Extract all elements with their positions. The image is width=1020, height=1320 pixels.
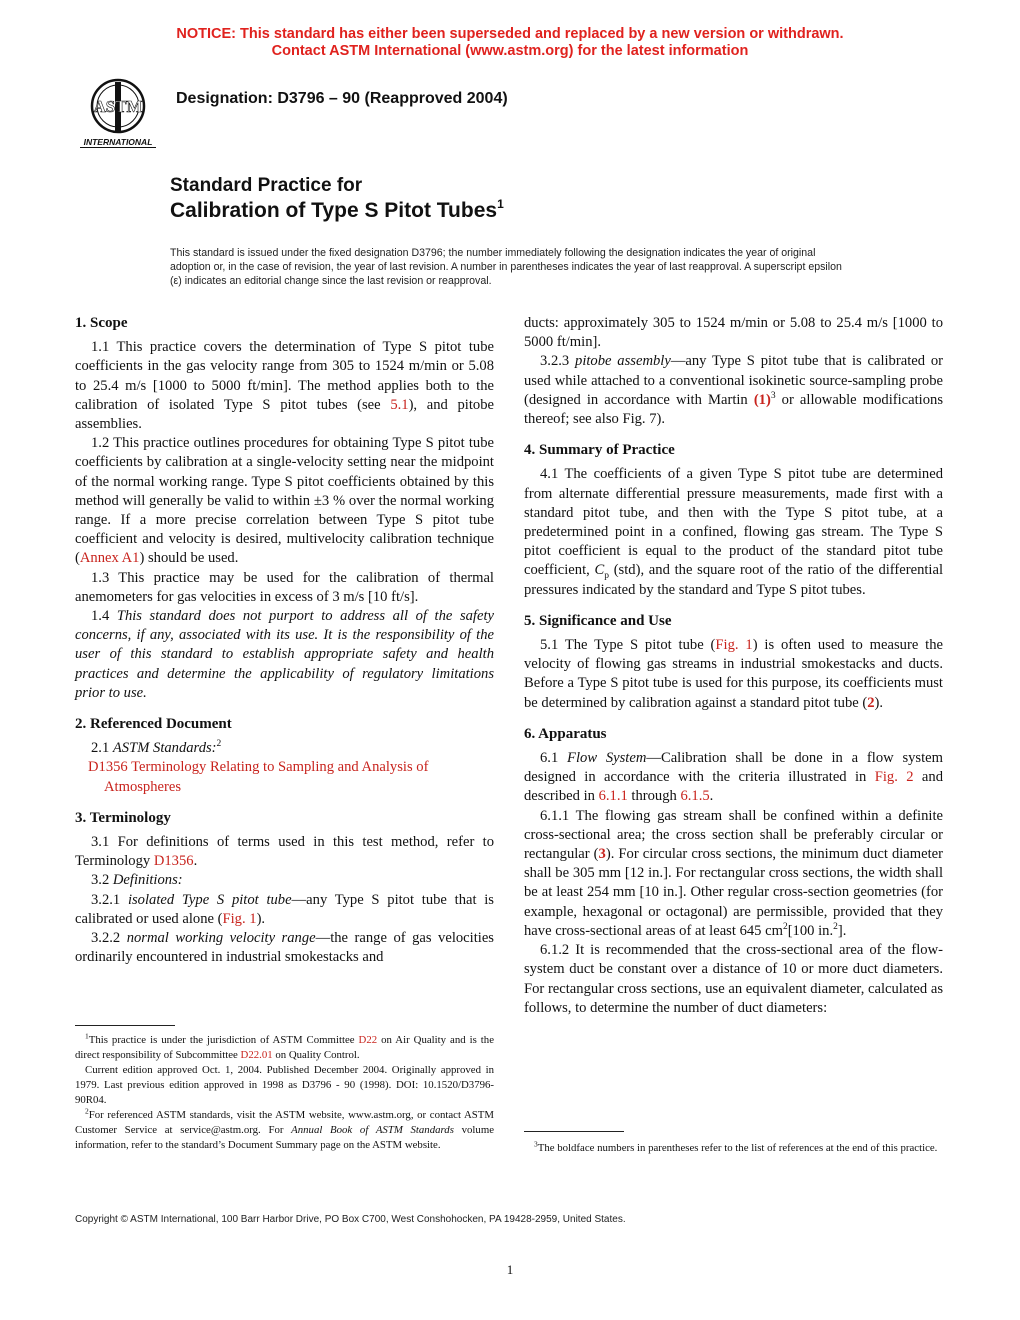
footnote-rule-right [524, 1131, 624, 1132]
link-6-1-1[interactable]: 6.1.1 [598, 788, 628, 805]
withdrawal-notice [0, 26, 1020, 60]
link-d1356-title[interactable]: Terminology Relating to Sampling and Analysis of Atmospheres [104, 759, 429, 795]
ref-1[interactable]: (1) [753, 391, 771, 408]
designation: Designation: D3796 – 90 (Reapproved 2004) [176, 90, 508, 107]
para-1-4: 1.4 This standard does not purport to address all of the safety concerns, if any, associated with its use. It is the responsibility of the user of this standard to establish appropriate safety and health practices and determine the applicability of regulatory limitations prior to use. [75, 608, 494, 701]
link-fig-1-b[interactable]: Fig. 1 [715, 637, 753, 654]
section-6-heading: 6. Apparatus [524, 725, 607, 742]
page-number: 1 [506, 1262, 514, 1277]
link-fig-1[interactable]: Fig. 1 [222, 910, 257, 927]
para-1-3: 1.3 This practice may be used for the calibration of thermal anemometers for gas velocities in excess of 3 m/s [10 ft/s]. [75, 569, 494, 605]
astm-logo [76, 76, 160, 150]
issued-note: This standard is issued under the fixed designation D3796; the number immediately following the designation indicates the year of original adoption or, in the case of revision, the year of last revision. A number in parentheses indicates the year of last reapproval. A superscript epsilon (ε) indicates an editorial change since the last revision or reapproval. [170, 247, 842, 288]
referenced-standard[interactable] [75, 758, 494, 796]
footnote-2: $^2$For referenced ASTM standards, visit the ASTM website, www.astm.org, or contact ASTM Customer Service at service@astm.org. For Annual Book of ASTM Standards volume information, refer to the standard’s Document Summary page on the ASTM website. [75, 1106, 495, 1151]
copyright: Copyright © ASTM International, 100 Barr Harbor Drive, PO Box C700, West Conshohocken, PA 19428-2959, United States. [75, 1214, 626, 1225]
para-4-1: 4.1 The coefficients of a given Type S pitot tube are determined from alternate differential pressure measurements, made first with a standard pitot tube, and then with the Type S pitot tube, at a predetermined point in a confined, flowing gas stream. The Type S pitot coefficient is equal to the product of the standard pitot tube coefficient, $C_p$ (std), and the square root of the ratio of the differential pressures indicated by the standard and Type S pitot tubes. [524, 466, 944, 598]
link-d22[interactable]: D22 [358, 1034, 378, 1046]
footnotes-left [75, 1033, 494, 1153]
para-3-2-2: 3.2.2 normal working velocity range—the range of gas velocities ordinarily encountered in industrial smokestacks and [75, 930, 494, 966]
ref-3[interactable]: 3 [598, 846, 606, 863]
left-column [75, 314, 494, 968]
para-5-1: 5.1 The Type S pitot tube (Fig. 1) is often used to measure the velocity of flowing gas streams in industrial smokestacks and ducts. Before a Type S pitot tube is used for this purpose, its coefficients must be determined by calibration against a standard pitot tube (2). [524, 637, 943, 711]
footnote-1: $^1$This practice is under the jurisdiction of ASTM Committee D22 on Air Quality and is the direct responsibility of Subcommittee D22.01 on Quality Control. [75, 1031, 494, 1061]
footnote-3: $^3$The boldface numbers in parentheses refer to the list of references at the end of this practice. [534, 1139, 938, 1154]
section-2-heading: 2. Referenced Document [75, 716, 232, 733]
link-5-1[interactable]: 5.1 [390, 396, 409, 413]
para-6-1: 6.1 Flow System—Calibration shall be done in a flow system designed in accordance with the criteria illustrated in Fig. 2 and described in 6.1.1 through 6.1.5. [524, 750, 944, 805]
notice-line-1: NOTICE: This standard has either been superseded and replaced by a new version or withdrawn. [176, 26, 844, 42]
para-1-1: 1.1 This practice covers the determination of Type S pitot tube coefficients in the gas velocity range from 305 to 1524 m/min or 5.08 to 25.4 m/s [1000 to 5000 ft/min]. The method applies both to the calibration of isolated Type S pitot tubes (see 5.1), and pitobe assemblies. [75, 339, 494, 433]
link-d1356[interactable]: D1356 [88, 759, 128, 776]
para-3-1: 3.1 For definitions of terms used in this test method, refer to Terminology D1356. [75, 834, 494, 870]
footnote-rule-left [75, 1025, 175, 1026]
link-d1356-term[interactable]: D1356 [153, 853, 194, 870]
para-6-1-1: 6.1.1 The flowing gas stream shall be confined within a definite cross-sectional area; the cross section shall be preferably circular or rectangular (3). For circular cross sections, the minimum duct diameter shall be 305 mm [12 in.]. For rectangular cross sections, the width shall be at least 254 mm [10 in.]. Other regular cross-section geometries (for example, hexagonal or octagonal) are permissible, provided that they have cross-sectional areas of at least 645 $cm^2[100$ in.$^2$]. [524, 807, 943, 939]
para-2-1: 2.1 ASTM Standards:$^2$ [91, 739, 222, 757]
logo-sub: INTERNATIONAL [83, 137, 153, 147]
title-text: Calibration of Type S Pitot Tubes [170, 199, 498, 222]
title-line-1: Standard Practice for [170, 175, 363, 196]
para-1-2: 1.2 This practice outlines procedures for obtaining Type S pitot tube coefficients by calibration at a single-velocity setting near the midpoint of the normal working range. Type S pitot coefficients obtained by this method will generally be valid to within ±3 % over the normal working range. If a more precise correlation between Type S pitot tube coefficient and velocity is desired, multivelocity calibration technique (Annex A1) should be used. [75, 435, 494, 567]
section-1-heading: 1. Scope [75, 315, 128, 331]
link-annex-a1[interactable]: Annex A1 [79, 550, 140, 567]
para-3-2: 3.2 Definitions: [91, 872, 183, 889]
ref-2[interactable]: 2 [867, 694, 875, 711]
section-4-heading: 4. Summary of Practice [524, 442, 675, 459]
para-3-2-3: 3.2.3 pitobe assembly—any Type S pitot tube that is calibrated or used while attached to a conventional isokinetic source-sampling probe (designed in accordance with Martin $(1)^3$ or allowable modifications thereof; see also Fig. 7). [524, 353, 943, 428]
link-fig-2[interactable]: Fig. 2 [874, 769, 914, 786]
para-6-1-2: 6.1.2 It is recommended that the cross-sectional area of the flow-system duct be constant over a distance of 10 or more duct diameters. For rectangular cross sections, use an equivalent diameter, calculated as follows, to determine the number of duct diameters: [524, 942, 943, 1016]
section-5-heading: 5. Significance and Use [524, 612, 672, 629]
link-d22-01[interactable]: D22.01 [240, 1049, 273, 1061]
logo-word: ASTM [93, 97, 143, 116]
right-column [524, 314, 943, 1018]
para-3-2-1: 3.2.1 isolated Type S pitot tube—any Type S pitot tube that is calibrated or used alone (Fig. 1). [75, 891, 494, 927]
notice-line-2: Contact ASTM International (www.astm.org) for the latest information [271, 43, 749, 59]
para-3-2-2-cont: ducts: approximately 305 to 1524 m/min or 5.08 to 25.4 m/s [1000 to 5000 ft/min]. [524, 315, 943, 351]
link-6-1-5[interactable]: 6.1.5 [680, 788, 710, 805]
title-footnote-mark: 1 [497, 197, 504, 211]
title-line-2 [170, 198, 504, 223]
section-3-heading: 3. Terminology [75, 809, 171, 826]
footnote-1-edition: Current edition approved Oct. 1, 2004. Published December 2004. Originally approved in 1979. Last previous edition approved in 1998 as D3796 - 90 (1998). DOI: 10.1520/D3796-90R04. [75, 1064, 494, 1106]
